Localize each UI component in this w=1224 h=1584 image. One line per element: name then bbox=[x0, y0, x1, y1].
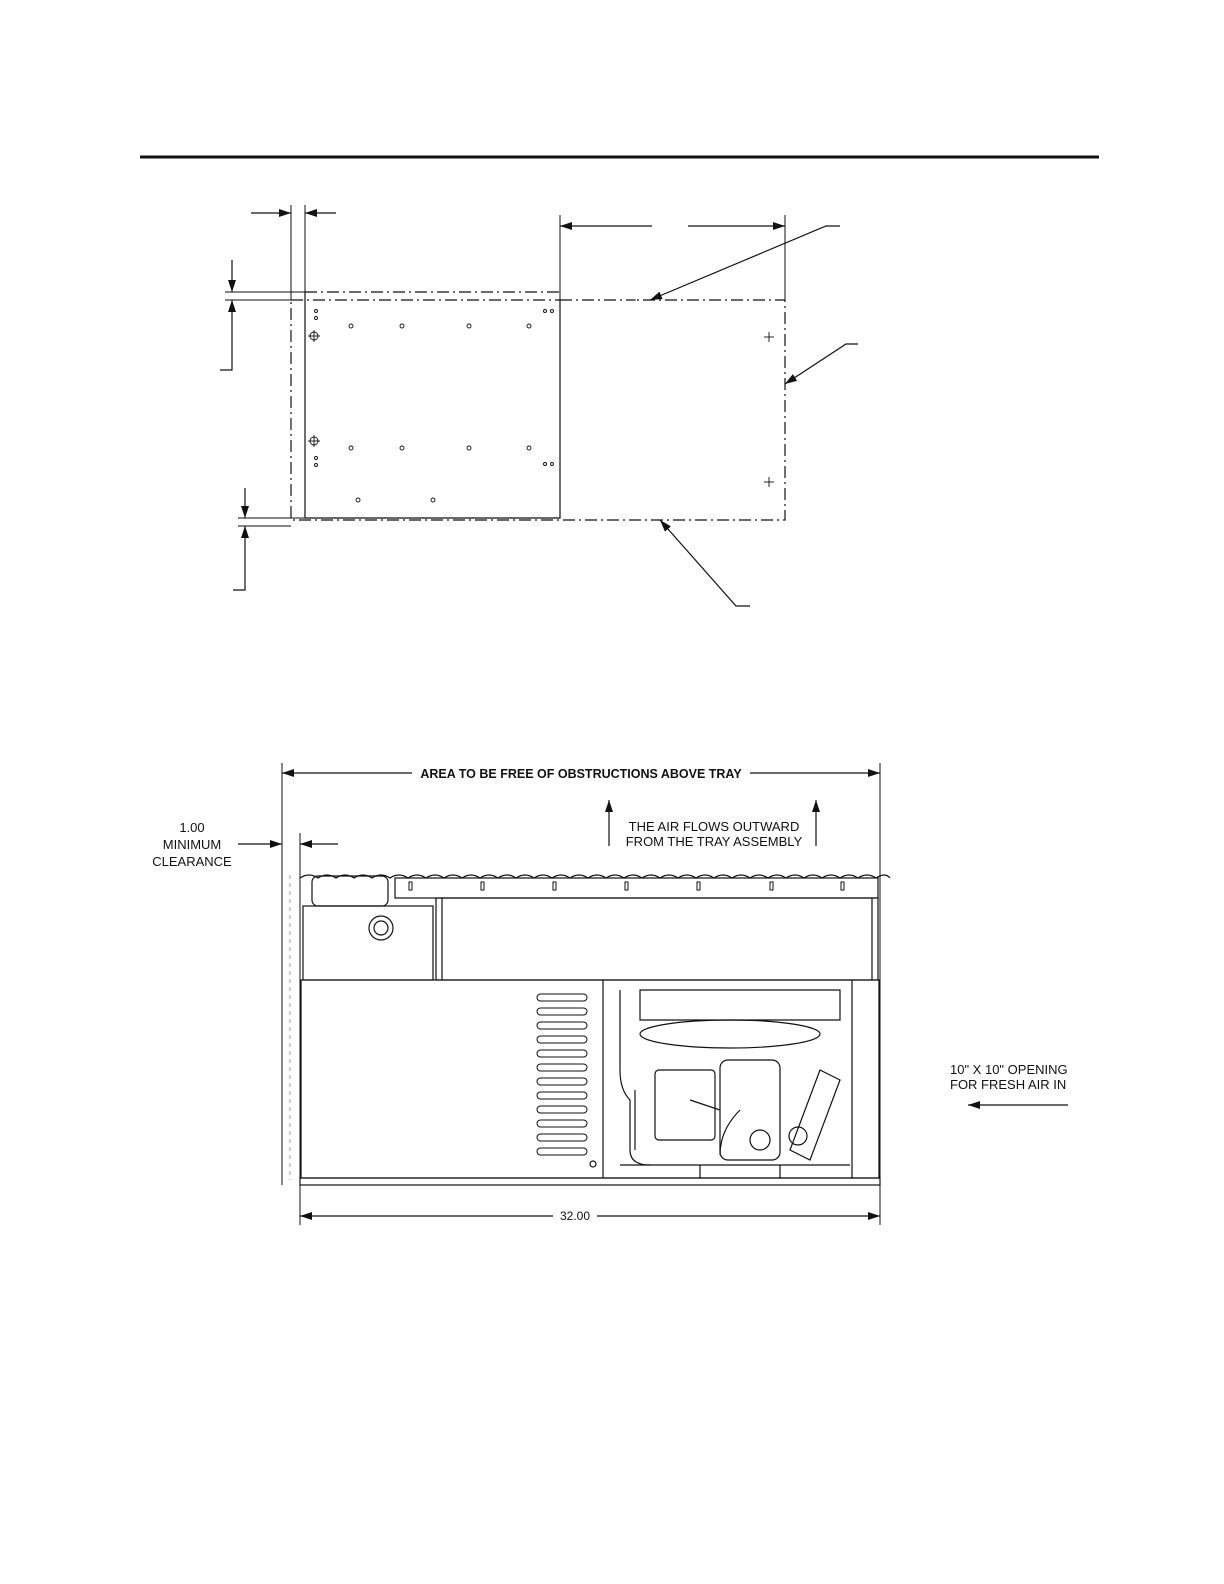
area-label: AREA TO BE FREE OF OBSTRUCTIONS ABOVE TRAY bbox=[420, 767, 742, 781]
clearance-minimum: MINIMUM bbox=[162, 837, 222, 852]
width-dimension: 32.00 bbox=[559, 1209, 591, 1223]
clearance-outline bbox=[291, 300, 785, 520]
mounting-holes bbox=[308, 310, 774, 503]
clearance-value: 1.00 bbox=[179, 820, 205, 835]
airflow-label-line-1: THE AIR FLOWS OUTWARD bbox=[628, 819, 800, 834]
unit-outline bbox=[305, 292, 560, 518]
opening-label-line-1: 10" X 10" OPENING bbox=[950, 1062, 1068, 1077]
clearance-word: CLEARANCE bbox=[152, 854, 232, 869]
airflow-label-line-2: FROM THE TRAY ASSEMBLY bbox=[625, 834, 803, 849]
top-view-drawing bbox=[220, 205, 858, 606]
opening-label-line-2: FOR FRESH AIR IN bbox=[950, 1077, 1067, 1092]
generator-unit bbox=[290, 875, 890, 1185]
